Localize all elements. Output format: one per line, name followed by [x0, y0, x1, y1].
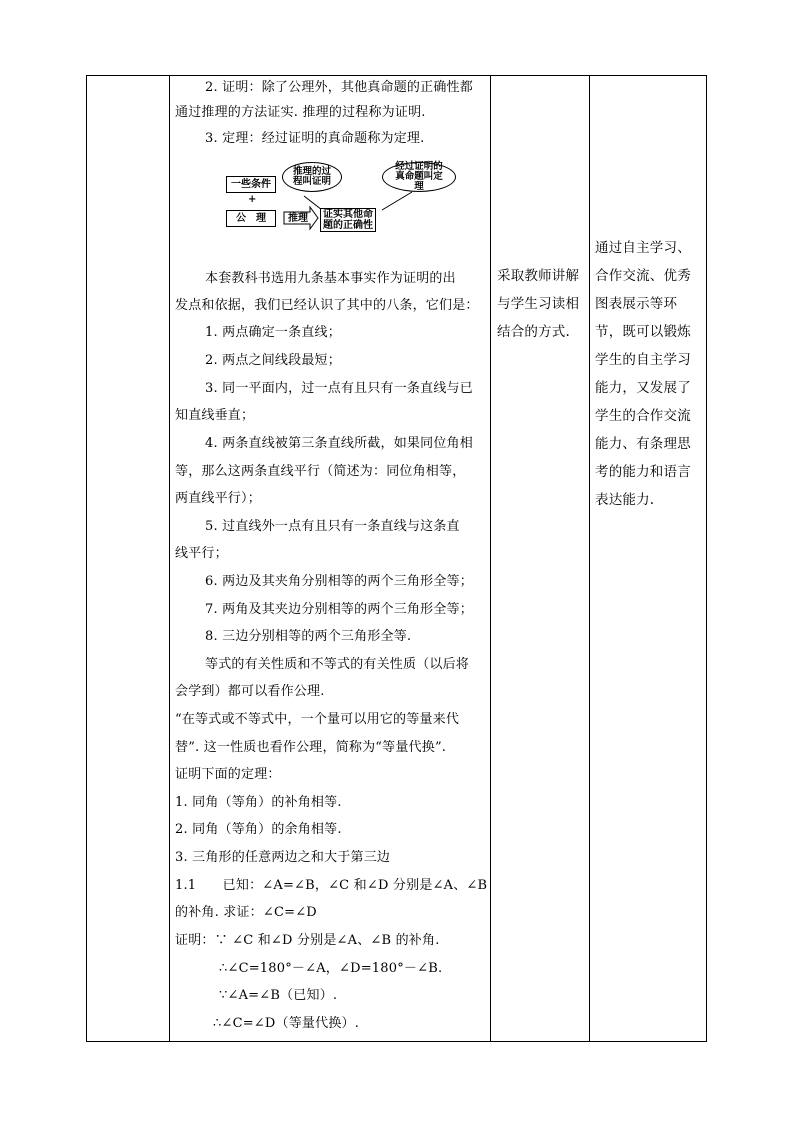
- text-line: ∴∠C=∠D（等量代换）.: [213, 1016, 360, 1031]
- text-line: 线平行；: [175, 546, 228, 561]
- text-line: 等式的有关性质和不等式的有关性质（以后将: [205, 657, 470, 672]
- text-line: 两直线平行）；: [175, 491, 261, 506]
- lesson-table: [86, 75, 707, 1042]
- text-line: ∵∠A=∠B（已知）.: [219, 988, 338, 1003]
- purpose-line: 能力、有条理思: [595, 436, 691, 452]
- text-line: ∴∠C=180°－∠A，∠D=180°－∠B.: [219, 961, 443, 976]
- theorem-bubble: 经过证明的真命题叫定理: [382, 162, 456, 192]
- purpose-line: 学生的自主学习: [595, 352, 691, 368]
- text-line: 发点和依据，我们已经认识了其中的八条，它们是：: [175, 298, 479, 313]
- purpose-line: 合作交流、优秀: [595, 268, 691, 284]
- text-line: 证明：∵ ∠C 和∠D 分别是∠A、∠B 的补角.: [175, 933, 440, 948]
- result-box: 证实其他命题的正确性: [320, 208, 376, 232]
- text-line: 2. 证明：除了公理外，其他真命题的正确性都: [205, 80, 473, 95]
- plus-sign: +: [248, 194, 257, 205]
- text-line: 8. 三边分别相等的两个三角形全等.: [205, 629, 412, 644]
- text-line: 会学到）都可以看作公理.: [175, 684, 325, 699]
- text-line: 7. 两角及其夹边分别相等的两个三角形全等；: [205, 602, 473, 617]
- text-line: 2. 同角（等角）的余角相等.: [175, 822, 342, 837]
- text-line: 1. 同角（等角）的补角相等.: [175, 795, 342, 810]
- purpose-line: 图表展示等环: [595, 296, 678, 312]
- purpose-line: 表达能力.: [595, 492, 655, 508]
- method-line: 与学生习读相: [497, 296, 580, 312]
- text-line: 3. 同一平面内，过一点有且只有一条直线与已: [205, 381, 473, 396]
- column-divider: [169, 76, 170, 1041]
- purpose-line: 学生的合作交流: [595, 408, 691, 424]
- text-line: 证明下面的定理：: [175, 767, 281, 782]
- condition-box: 一些条件: [226, 176, 276, 193]
- text-line: 知直线垂直；: [175, 408, 255, 423]
- text-line: 1.1 已知：∠A=∠B，∠C 和∠D 分别是∠A、∠B: [175, 878, 488, 893]
- text-line: 的补角. 求证：∠C=∠D: [175, 905, 317, 920]
- text-line: 3. 三角形的任意两边之和大于第三边: [175, 850, 391, 865]
- text-line: 3. 定理：经过证明的真命题称为定理.: [205, 131, 425, 146]
- text-line: 通过推理的方法证实. 推理的过程称为证明.: [175, 105, 426, 120]
- column-divider: [490, 76, 491, 1041]
- text-line: 1. 两点确定一条直线；: [205, 325, 341, 340]
- text-line: 替”. 这一性质也看作公理，简称为“等量代换”.: [175, 740, 447, 755]
- text-line: 5. 过直线外一点有且只有一条直线与这条直: [205, 519, 460, 534]
- method-line: 采取教师讲解: [497, 268, 580, 284]
- reasoning-label: 推理: [288, 212, 308, 224]
- proof-diagram: [222, 162, 482, 238]
- text-line: 等，那么这两条直线平行（简述为：同位角相等，: [175, 464, 466, 479]
- purpose-line: 通过自主学习、: [595, 240, 691, 256]
- text-line: 本套教科书选用九条基本事实作为证明的出: [205, 271, 456, 286]
- text-line: “在等式或不等式中，一个量可以用它的等量来代: [175, 712, 460, 727]
- bubble-pointer: [382, 192, 412, 210]
- proof-bubble: 推理的过程叫证明: [282, 162, 342, 192]
- axiom-box: 公 理: [226, 210, 276, 227]
- text-line: 4. 两条直线被第三条直线所截，如果同位角相: [205, 436, 473, 451]
- purpose-line: 节，既可以锻炼: [595, 324, 691, 340]
- method-line: 结合的方式.: [497, 324, 570, 340]
- text-line: 2. 两点之间线段最短；: [205, 353, 341, 368]
- column-divider: [589, 76, 590, 1041]
- purpose-line: 考的能力和语言: [595, 464, 691, 480]
- purpose-line: 能力，又发展了: [595, 380, 691, 396]
- text-line: 6. 两边及其夹角分别相等的两个三角形全等；: [205, 574, 473, 589]
